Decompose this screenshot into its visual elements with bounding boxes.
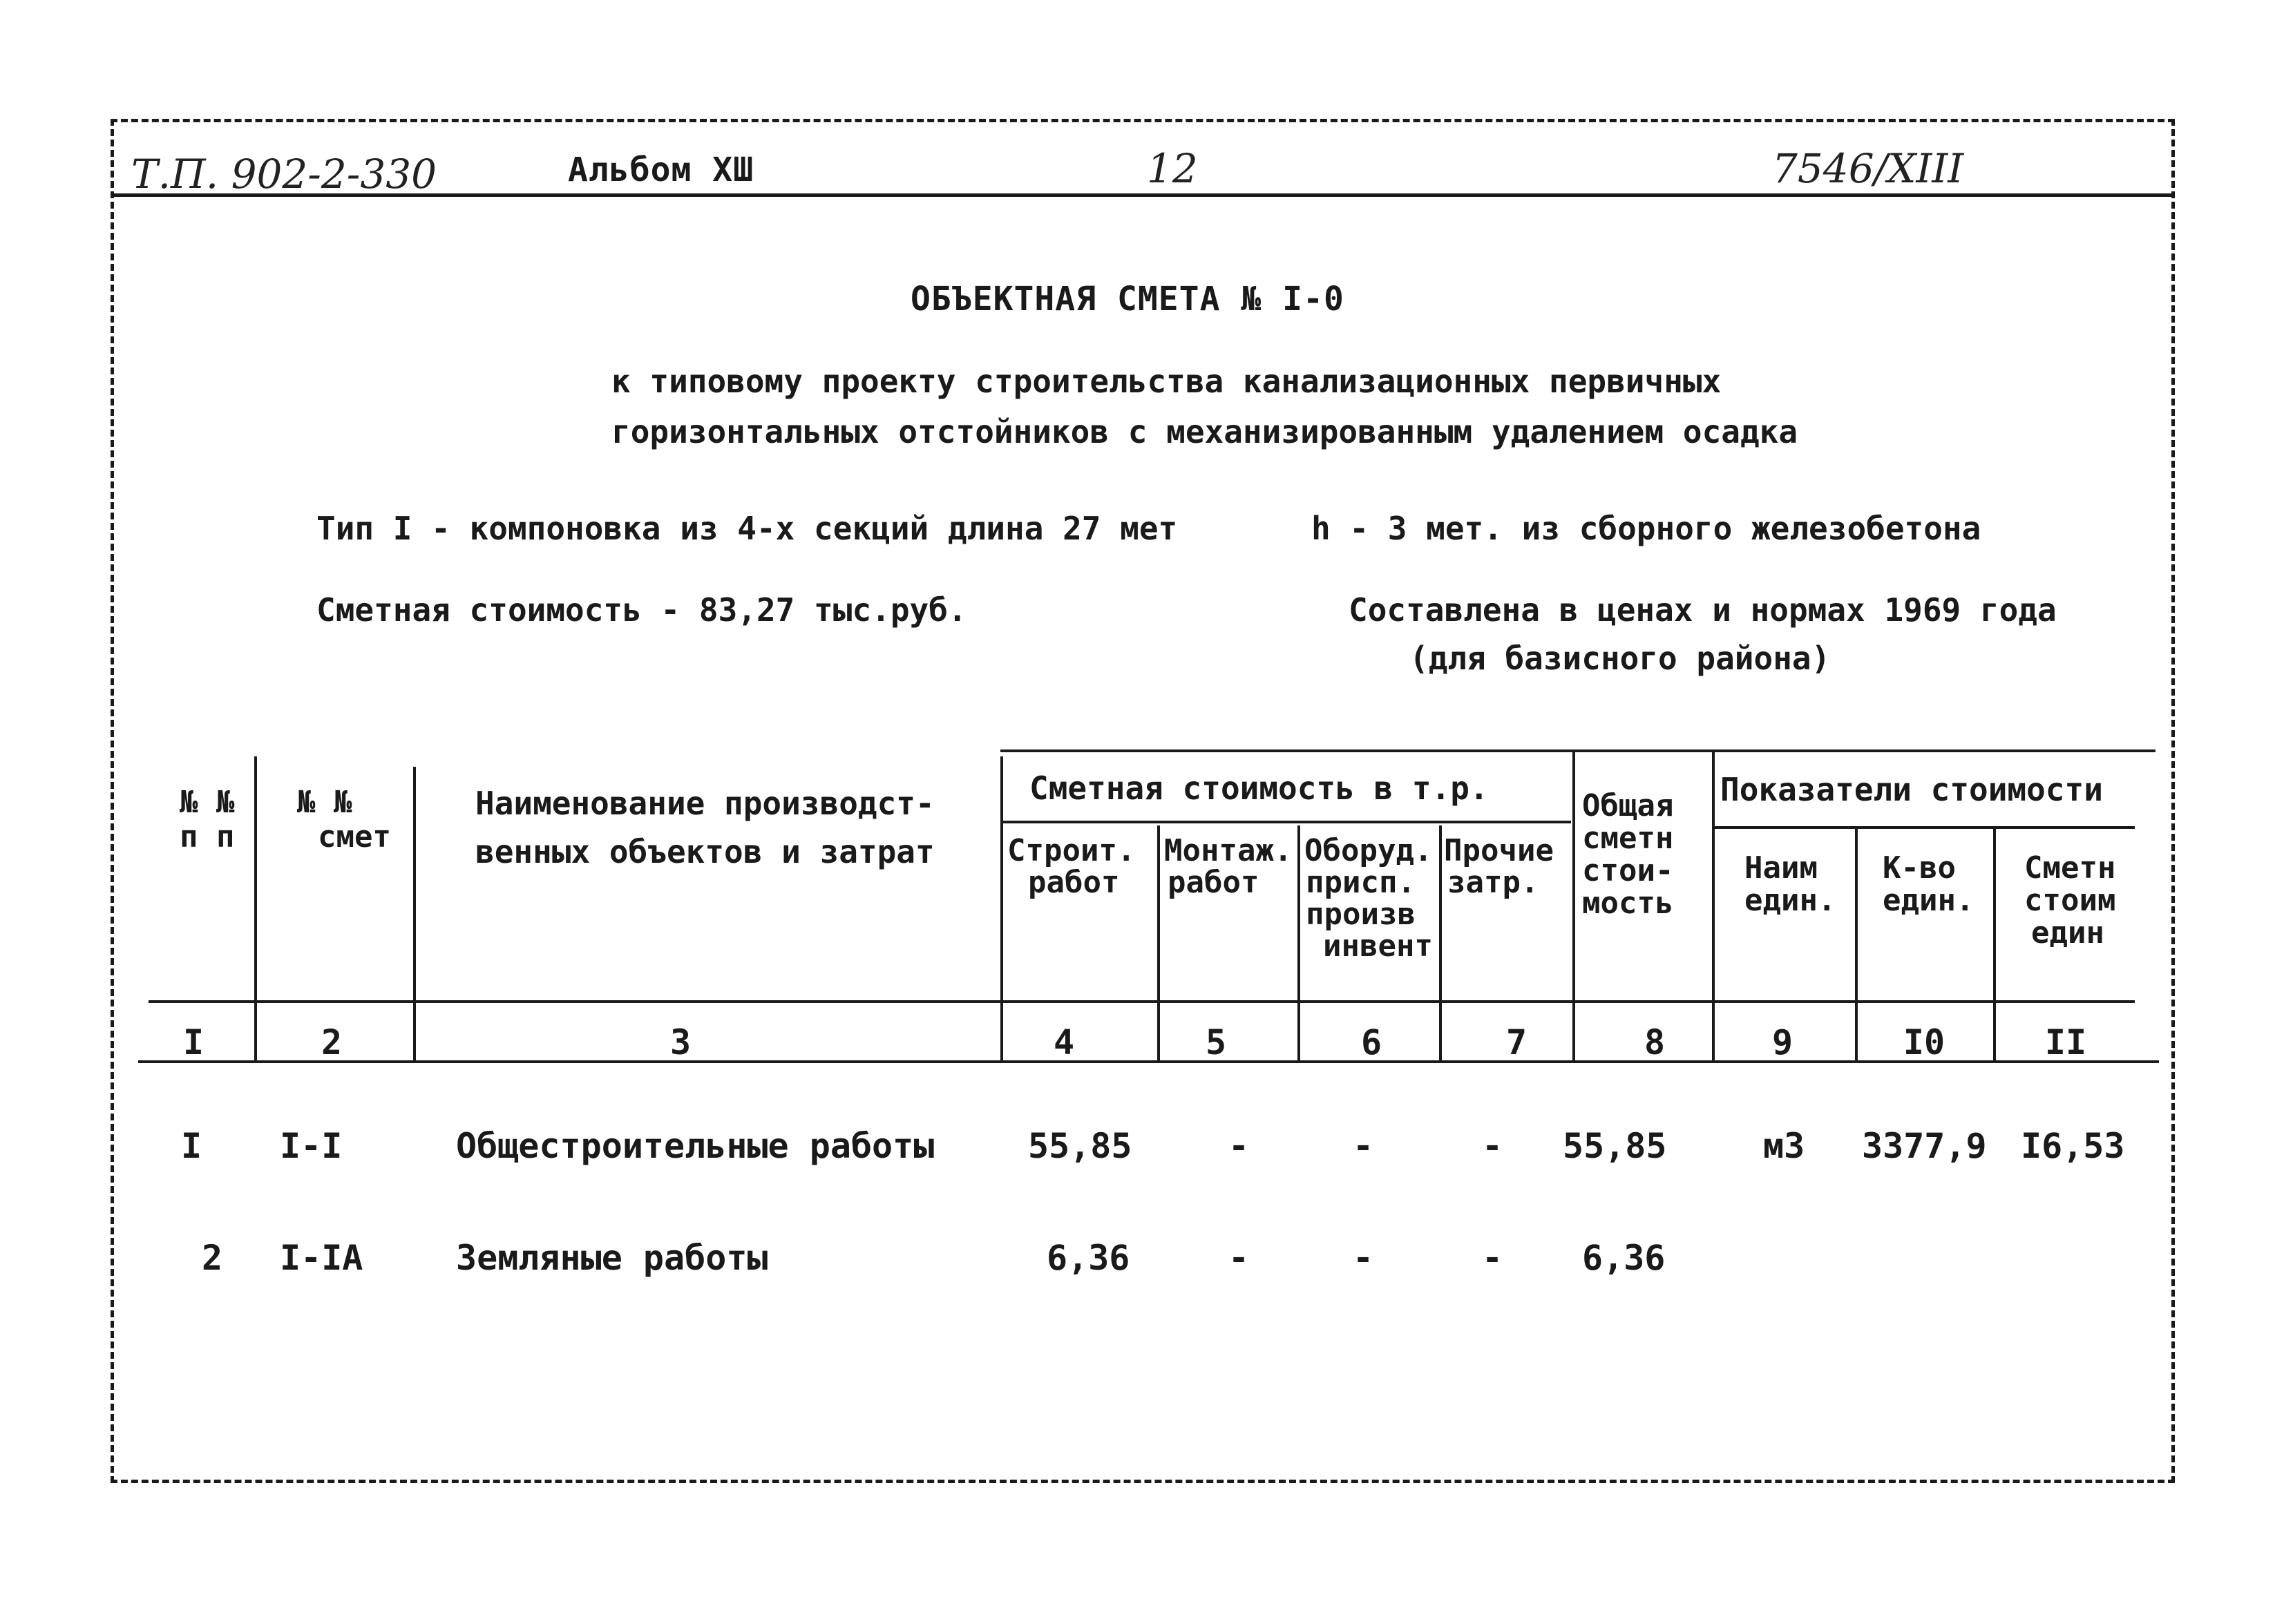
- col10-header-1: К-во: [1883, 850, 1956, 886]
- col6-header-2: присп.: [1306, 865, 1416, 900]
- col-divider-1: [254, 756, 257, 1060]
- col-divider-5: [1297, 825, 1300, 1060]
- document-title: ОБЪЕКТНАЯ СМЕТА № I-0: [911, 280, 1344, 318]
- col11-header-1: Сметн: [2024, 850, 2116, 886]
- col8-header-3: стои-: [1582, 853, 1674, 888]
- subtitle-line-2: горизонтальных отстойников с механизированным удалением осадка: [611, 413, 1798, 450]
- col-divider-8: [1712, 749, 1715, 1060]
- col-divider-7: [1572, 749, 1575, 1060]
- inventory-number: 7546/XIII: [1772, 145, 1964, 192]
- type-line: Тип I - компоновка из 4-х секций длина 27 мет: [316, 510, 1178, 547]
- col2-header-2: смет: [318, 819, 391, 854]
- col2-header-1: № №: [297, 785, 352, 820]
- col6-header-4: инвент: [1323, 928, 1433, 964]
- col5-header-2: работ: [1168, 865, 1259, 900]
- row-1-installation: -: [1228, 1126, 1250, 1166]
- row-2-installation: -: [1228, 1238, 1250, 1278]
- row-1-smeta: I-I: [280, 1126, 343, 1166]
- row-1-name: Общестроительные работы: [456, 1126, 935, 1166]
- row-2-smeta: I-IA: [280, 1238, 363, 1278]
- row-2-equipment: -: [1353, 1238, 1374, 1278]
- col5-header-1: Монтаж.: [1164, 833, 1293, 868]
- column-number-rule: [138, 1060, 2159, 1063]
- row-2-number: 2: [202, 1238, 223, 1278]
- album-label: Альбом ХШ: [568, 151, 754, 189]
- col6-header-3: произв: [1306, 897, 1416, 932]
- col10-header-2: един.: [1883, 883, 1974, 918]
- column-number: 6: [1360, 1022, 1382, 1062]
- column-number: I: [182, 1022, 204, 1062]
- project-code: Т.П. 902-2-330: [131, 151, 437, 198]
- row-1-unit: м3: [1763, 1126, 1805, 1166]
- col7-header-2: затр.: [1447, 865, 1539, 900]
- col7-header-1: Прочие: [1444, 833, 1554, 868]
- table-top-rule: [1000, 749, 2155, 752]
- column-number: 9: [1771, 1022, 1793, 1062]
- col9-header-1: Наим: [1744, 850, 1818, 886]
- col4-header-2: работ: [1028, 865, 1120, 900]
- col6-header-1: Оборуд.: [1304, 833, 1433, 868]
- col8-header-1: Общая: [1582, 788, 1674, 823]
- row-2-total: 6,36: [1582, 1238, 1666, 1278]
- column-number: II: [2044, 1022, 2087, 1062]
- column-number: I0: [1903, 1022, 1945, 1062]
- row-2-construction: 6,36: [1047, 1238, 1130, 1278]
- row-2-other: -: [1482, 1238, 1503, 1278]
- column-number: 7: [1505, 1022, 1528, 1062]
- col1-header-1: № №: [180, 785, 235, 820]
- col-divider-6: [1439, 825, 1442, 1060]
- cost-group-header: Сметная стоимость в т.р.: [1029, 770, 1489, 807]
- col3-header-1: Наименование производст-: [475, 785, 935, 822]
- column-number: 5: [1205, 1022, 1227, 1062]
- prices-line-1: Составлена в ценах и нормах 1969 года: [1349, 591, 2057, 629]
- indicator-group-rule: [1712, 826, 2135, 829]
- estimated-cost: Сметная стоимость - 83,27 тыс.руб.: [316, 591, 967, 629]
- row-1-other: -: [1482, 1126, 1503, 1166]
- col-divider-4: [1157, 825, 1160, 1060]
- col8-header-2: сметн: [1582, 821, 1674, 856]
- subtitle-line-1: к типовому проекту строительства канализационных первичных: [611, 363, 1722, 400]
- col-divider-10: [1993, 829, 1996, 1060]
- col11-header-3: един: [2031, 915, 2104, 950]
- col4-header-1: Строит.: [1007, 833, 1136, 868]
- col-divider-2: [413, 767, 416, 1060]
- cost-group-rule: [1000, 821, 1571, 823]
- row-2-name: Земляные работы: [456, 1238, 768, 1278]
- col-divider-3: [1000, 756, 1003, 1060]
- col-divider-9: [1855, 829, 1858, 1060]
- row-1-construction: 55,85: [1028, 1126, 1132, 1166]
- col11-header-2: стоим: [2024, 883, 2116, 918]
- column-number: 8: [1644, 1022, 1666, 1062]
- height-line: h - 3 мет. из сборного железобетона: [1311, 510, 1981, 547]
- col8-header-4: мость: [1582, 886, 1674, 921]
- sheet-number: 12: [1147, 145, 1198, 192]
- column-number: 3: [669, 1022, 692, 1062]
- column-number: 4: [1053, 1022, 1075, 1062]
- indicator-group-header: Показатели стоимости: [1720, 771, 2103, 808]
- row-1-quantity: 3377,9: [1862, 1126, 1987, 1166]
- prices-line-2: (для базисного района): [1409, 640, 1831, 677]
- col1-header-2: п п: [180, 819, 235, 854]
- col9-header-2: един.: [1744, 883, 1836, 918]
- col3-header-2: венных объектов и затрат: [475, 833, 935, 870]
- column-number: 2: [321, 1022, 343, 1062]
- row-1-equipment: -: [1353, 1126, 1374, 1166]
- row-1-number: I: [181, 1126, 202, 1166]
- row-1-unit-cost: I6,53: [2021, 1126, 2125, 1166]
- header-bottom-rule: [149, 1000, 2135, 1003]
- row-1-total: 55,85: [1563, 1126, 1667, 1166]
